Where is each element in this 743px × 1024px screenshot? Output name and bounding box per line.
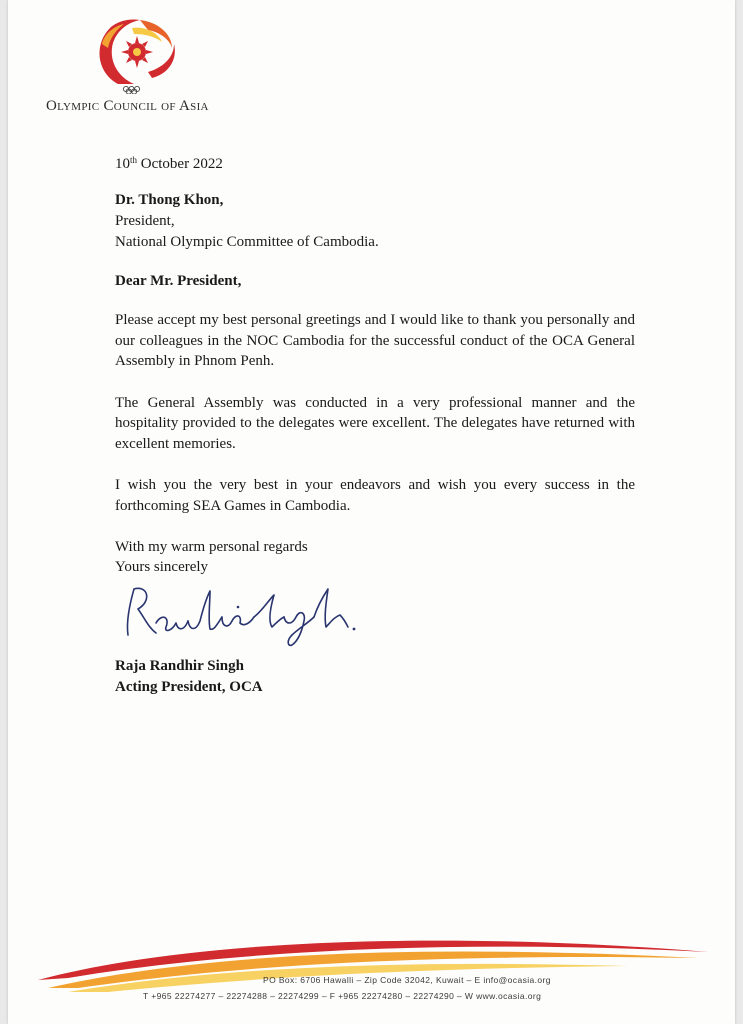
paragraph-1: Please accept my best personal greetings and I would like to thank you personally and our colleagues in the NOC Cambodia for the successful conduct of the OCA General Assembly in Phnom Penh. <box>115 312 635 369</box>
signer-block <box>115 656 263 698</box>
date-day: 10 <box>115 156 130 172</box>
recipient-name: Dr. Thong Khon, <box>115 192 224 208</box>
recipient-block <box>115 190 635 253</box>
salutation: Dear Mr. President, <box>115 273 242 289</box>
recipient-organization: National Olympic Committee of Cambodia. <box>115 234 379 250</box>
footer-address: PO Box: 6706 Hawalli – Zip Code 32042, Kuwait – E info@ocasia.org <box>263 975 551 985</box>
paragraph-3: I wish you the very best in your endeavors and wish you every success in the forthcoming SEA Games in Cambodia. <box>115 477 635 514</box>
paragraph-2: The General Assembly was conducted in a very professional manner and the hospitality provided to the delegates were excellent. The delegates have returned with excellent memories. <box>115 394 635 452</box>
signer-title: Acting President, OCA <box>115 679 263 695</box>
letter-date <box>115 150 635 174</box>
letter-body <box>115 150 635 577</box>
recipient-title: President, <box>115 213 175 229</box>
footer-contacts: T +965 22274277 – 22274288 – 22274299 – F +965 22274280 – 22274290 – W www.ocasia.org <box>143 991 542 1001</box>
closing-yours-sincerely: Yours sincerely <box>115 559 209 575</box>
oca-sun-swoosh-logo-icon <box>88 14 183 94</box>
signer-name: Raja Randhir Singh <box>115 658 244 674</box>
closing-regards: With my warm personal regards <box>115 539 308 555</box>
date-month-year: October 2022 <box>137 156 223 172</box>
letter-page <box>8 0 735 1024</box>
date-suffix: th <box>130 155 138 165</box>
organization-name: Olympic Council of Asia <box>46 98 209 114</box>
handwritten-signature-icon <box>118 583 378 651</box>
